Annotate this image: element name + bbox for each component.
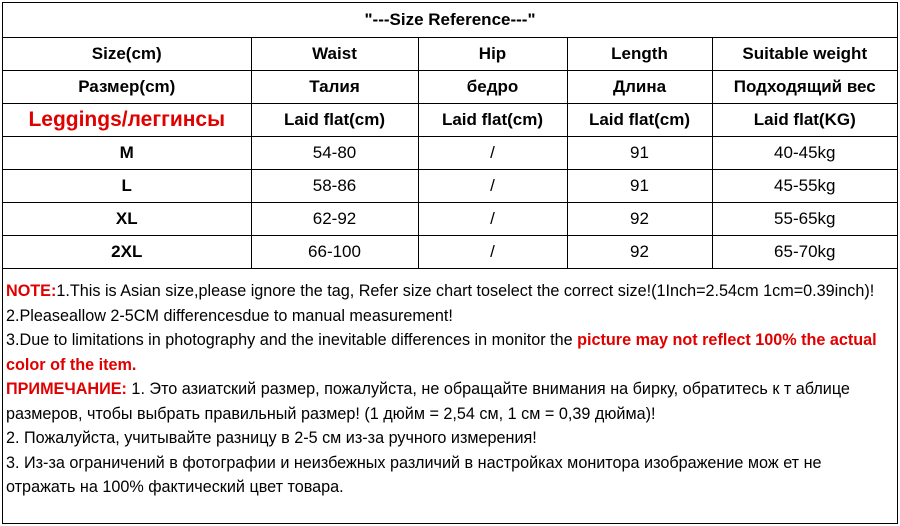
weight-cell: 45-55kg (712, 170, 897, 203)
waist-cell: 62-92 (251, 203, 418, 236)
size-cell: 2XL (3, 236, 251, 269)
header-size-ru: Размер(cm) (3, 71, 251, 104)
header-hip-ru: бедро (418, 71, 567, 104)
header-row-en (3, 38, 897, 71)
header-waist: Waist (251, 38, 418, 71)
note-1-text: 1.This is Asian size,please ignore the tag, Refer size chart toselect the correct size!(1Inch=2.54cm 1cm=0.39inch)! (56, 282, 875, 300)
header-weight: Suitable weight (712, 38, 897, 71)
measure-waist: Laid flat(cm) (251, 104, 418, 137)
size-table (3, 3, 897, 269)
size-cell: XL (3, 203, 251, 236)
header-row-ru (3, 71, 897, 104)
header-size: Size(cm) (3, 38, 251, 71)
note-ru-1 (6, 377, 894, 426)
note-3-text: 3.Due to limitations in photography and the inevitable differences in monitor the (6, 331, 578, 349)
length-cell: 92 (567, 203, 712, 236)
header-length: Length (567, 38, 712, 71)
measure-row (3, 104, 897, 137)
size-cell: L (3, 170, 251, 203)
length-cell: 91 (567, 170, 712, 203)
size-chart-sheet (2, 2, 898, 524)
hip-cell: / (418, 170, 567, 203)
weight-cell: 55-65kg (712, 203, 897, 236)
measure-weight: Laid flat(KG) (712, 104, 897, 137)
waist-cell: 58-86 (251, 170, 418, 203)
note-ru-2: 2. Пожалуйста, учитывайте разницу в 2-5 см из-за ручного измерения! (6, 429, 537, 447)
waist-cell: 66-100 (251, 236, 418, 269)
header-hip: Hip (418, 38, 567, 71)
hip-cell: / (418, 137, 567, 170)
weight-cell: 65-70kg (712, 236, 897, 269)
note-ru-label: ПРИМЕЧАНИЕ: (6, 380, 127, 398)
title-row (3, 3, 897, 38)
header-waist-ru: Талия (251, 71, 418, 104)
header-weight-ru: Подходящий вес (712, 71, 897, 104)
note-ru-3: 3. Из-за ограничений в фотографии и неизбежных различий в настройках монитора изображение мож ет не отражать на 100% фактический цвет товара. (6, 453, 822, 496)
table-row (3, 137, 897, 170)
size-cell: M (3, 137, 251, 170)
note-3 (6, 328, 894, 377)
table-row (3, 170, 897, 203)
table-row (3, 236, 897, 269)
table-title: "---Size Reference---" (3, 3, 897, 38)
length-cell: 92 (567, 236, 712, 269)
weight-cell: 40-45kg (712, 137, 897, 170)
note-2: 2.Pleaseallow 2-5CM differencesdue to manual measurement! (6, 306, 453, 325)
note-3-red: picture may not reflect 100% the actual color of the item. (6, 331, 877, 374)
table-row (3, 203, 897, 236)
header-length-ru: Длина (567, 71, 712, 104)
measure-length: Laid flat(cm) (567, 104, 712, 137)
product-label: Leggings/леггинсы (3, 104, 251, 137)
note-ru-1-text: 1. Это азиатский размер, пожалуйста, не обращайте внимания на бирку, обратитесь к т аблице размеров, чтобы выбрать правильный размер! (1 дюйм = 2,54 см, 1 см = 0,39 дюйма)! (6, 380, 850, 423)
note-1 (6, 279, 894, 304)
note-label: NOTE: (6, 282, 57, 300)
waist-cell: 54-80 (251, 137, 418, 170)
hip-cell: / (418, 203, 567, 236)
hip-cell: / (418, 236, 567, 269)
notes-section (6, 279, 894, 500)
length-cell: 91 (567, 137, 712, 170)
measure-hip: Laid flat(cm) (418, 104, 567, 137)
